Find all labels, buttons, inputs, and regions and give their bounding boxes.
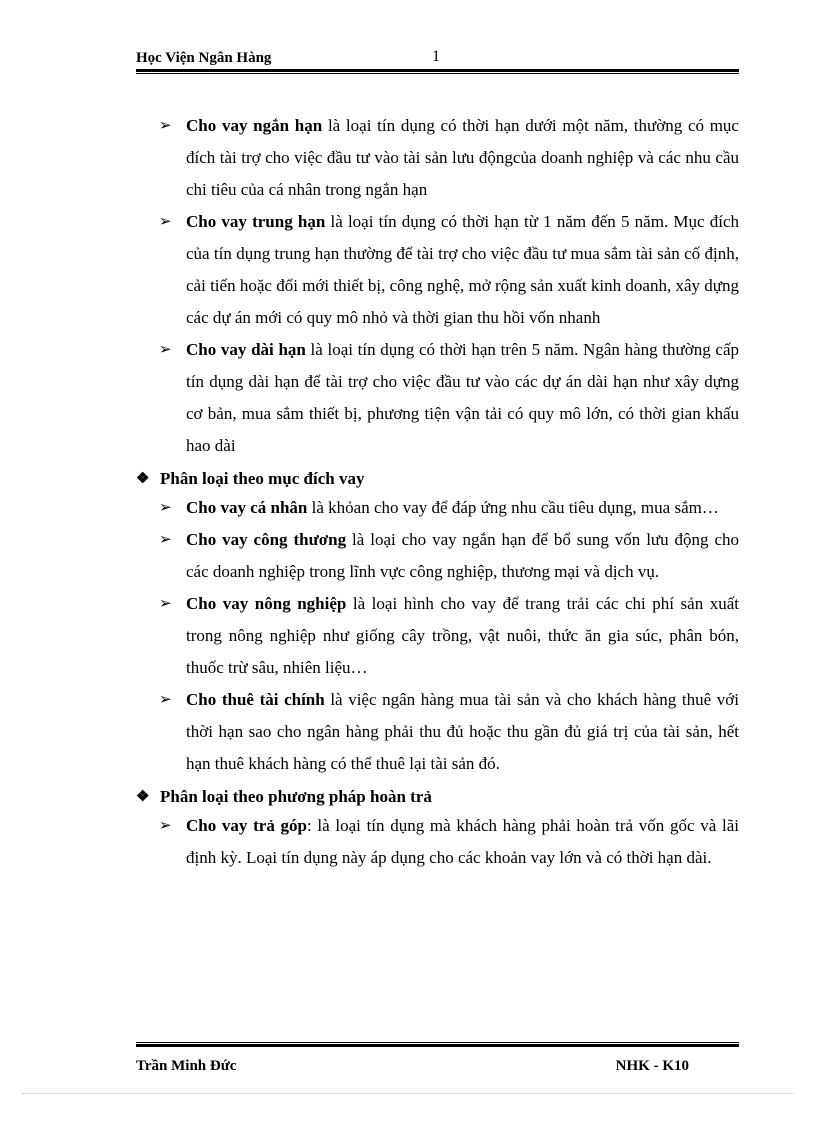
term: Cho vay dài hạn <box>186 340 306 359</box>
term: Cho vay ngắn hạn <box>186 116 323 135</box>
arrow-bullet-icon: ➢ <box>159 532 172 548</box>
list-item-installment <box>136 810 739 874</box>
description: là loại tín dụng có thời hạn từ 1 năm đến 5 năm. Mục đích của tín dụng trung hạn thường để tài trợ cho việc đầu tư mua sắm tài sản cố định, cải tiến hoặc đổi mới thiết bị, công nghệ, mở rộng sản xuất kinh doanh, xây dựng các dự án mới có quy mô nhỏ và thời gian thu hồi vốn nhanh <box>186 212 739 327</box>
term: Cho vay trung hạn <box>186 212 326 231</box>
arrow-bullet-icon: ➢ <box>159 818 172 834</box>
arrow-bullet-icon: ➢ <box>159 342 172 358</box>
list-item-commercial <box>136 524 739 588</box>
arrow-bullet-icon: ➢ <box>159 118 172 134</box>
term: Cho vay trả góp <box>186 816 307 835</box>
arrow-bullet-icon: ➢ <box>159 692 172 708</box>
description: là loại cho vay ngắn hạn để bổ sung vốn lưu động cho các doanh nghiệp trong lĩnh vực công nghiệp, thương mại và dịch vụ. <box>186 530 739 581</box>
arrow-bullet-icon: ➢ <box>159 500 172 516</box>
list-item-medium-term <box>136 206 739 334</box>
header-school-name: Học Viện Ngân Hàng <box>136 50 272 66</box>
list-item-short-term <box>136 110 739 206</box>
section-heading-purpose <box>136 466 739 492</box>
description: là việc ngân hàng mua tài sản và cho khách hàng thuê với thời hạn sao cho ngân hàng phải thu đủ hoặc thu gần đủ giá trị của tài sản, hết hạn thuê khách hàng có thể thuê lại tài sản đó. <box>186 690 739 773</box>
term: Cho vay nông nghiệp <box>186 594 347 613</box>
diamond-bullet-icon: ❖ <box>136 789 150 805</box>
footer-author: Trần Minh Đức <box>136 1058 237 1074</box>
heading-text: Phân loại theo phương pháp hoàn trả <box>160 787 432 806</box>
description: là khỏan cho vay để đáp ứng nhu cầu tiêu dụng, mua sắm… <box>307 498 719 517</box>
header-rule <box>136 69 739 74</box>
list-item-leasing <box>136 684 739 780</box>
list-item-long-term <box>136 334 739 462</box>
list-item-personal <box>136 492 739 524</box>
heading-text: Phân loại theo mục đích vay <box>160 469 365 488</box>
page-header <box>136 48 739 68</box>
arrow-bullet-icon: ➢ <box>159 214 172 230</box>
page-boundary-divider <box>22 1093 794 1094</box>
footer-rule <box>136 1042 739 1047</box>
main-content <box>136 110 739 874</box>
term: Cho thuê tài chính <box>186 690 325 709</box>
list-item-agriculture <box>136 588 739 684</box>
page-number: 1 <box>432 48 440 65</box>
section-heading-repayment <box>136 784 739 810</box>
arrow-bullet-icon: ➢ <box>159 596 172 612</box>
footer-class-code: NHK - K10 <box>615 1058 689 1074</box>
diamond-bullet-icon: ❖ <box>136 471 150 487</box>
term: Cho vay cá nhân <box>186 498 308 517</box>
description: : là loại tín dụng mà khách hàng phải hoàn trả vốn gốc và lãi định kỳ. Loại tín dụng này áp dụng cho các khoản vay lớn và có thời hạn dài. <box>186 816 739 867</box>
description: là loại tín dụng có thời hạn dưới một năm, thường có mục đích tài trợ cho việc đầu tư vào tài sản lưu độngcủa doanh nghiệp và các nhu cầu chi tiêu của cá nhân trong ngắn hạn <box>186 116 739 199</box>
page-footer <box>136 1058 739 1078</box>
description: là loại hình cho vay để trang trải các chi phí sản xuất trong nông nghiệp như giống cây trồng, vật nuôi, thức ăn gia súc, phân bón, thuốc trừ sâu, nhiên liệu… <box>186 594 739 677</box>
description: là loại tín dụng có thời hạn trên 5 năm. Ngân hàng thường cấp tín dụng dài hạn để tài trợ cho việc đầu tư vào các dự án dài hạn như xây dựng cơ bản, mua sắm thiết bị, phương tiện vận tải có quy mô lớn, có thời gian khấu hao dài <box>186 340 739 455</box>
term: Cho vay công thương <box>186 530 347 549</box>
